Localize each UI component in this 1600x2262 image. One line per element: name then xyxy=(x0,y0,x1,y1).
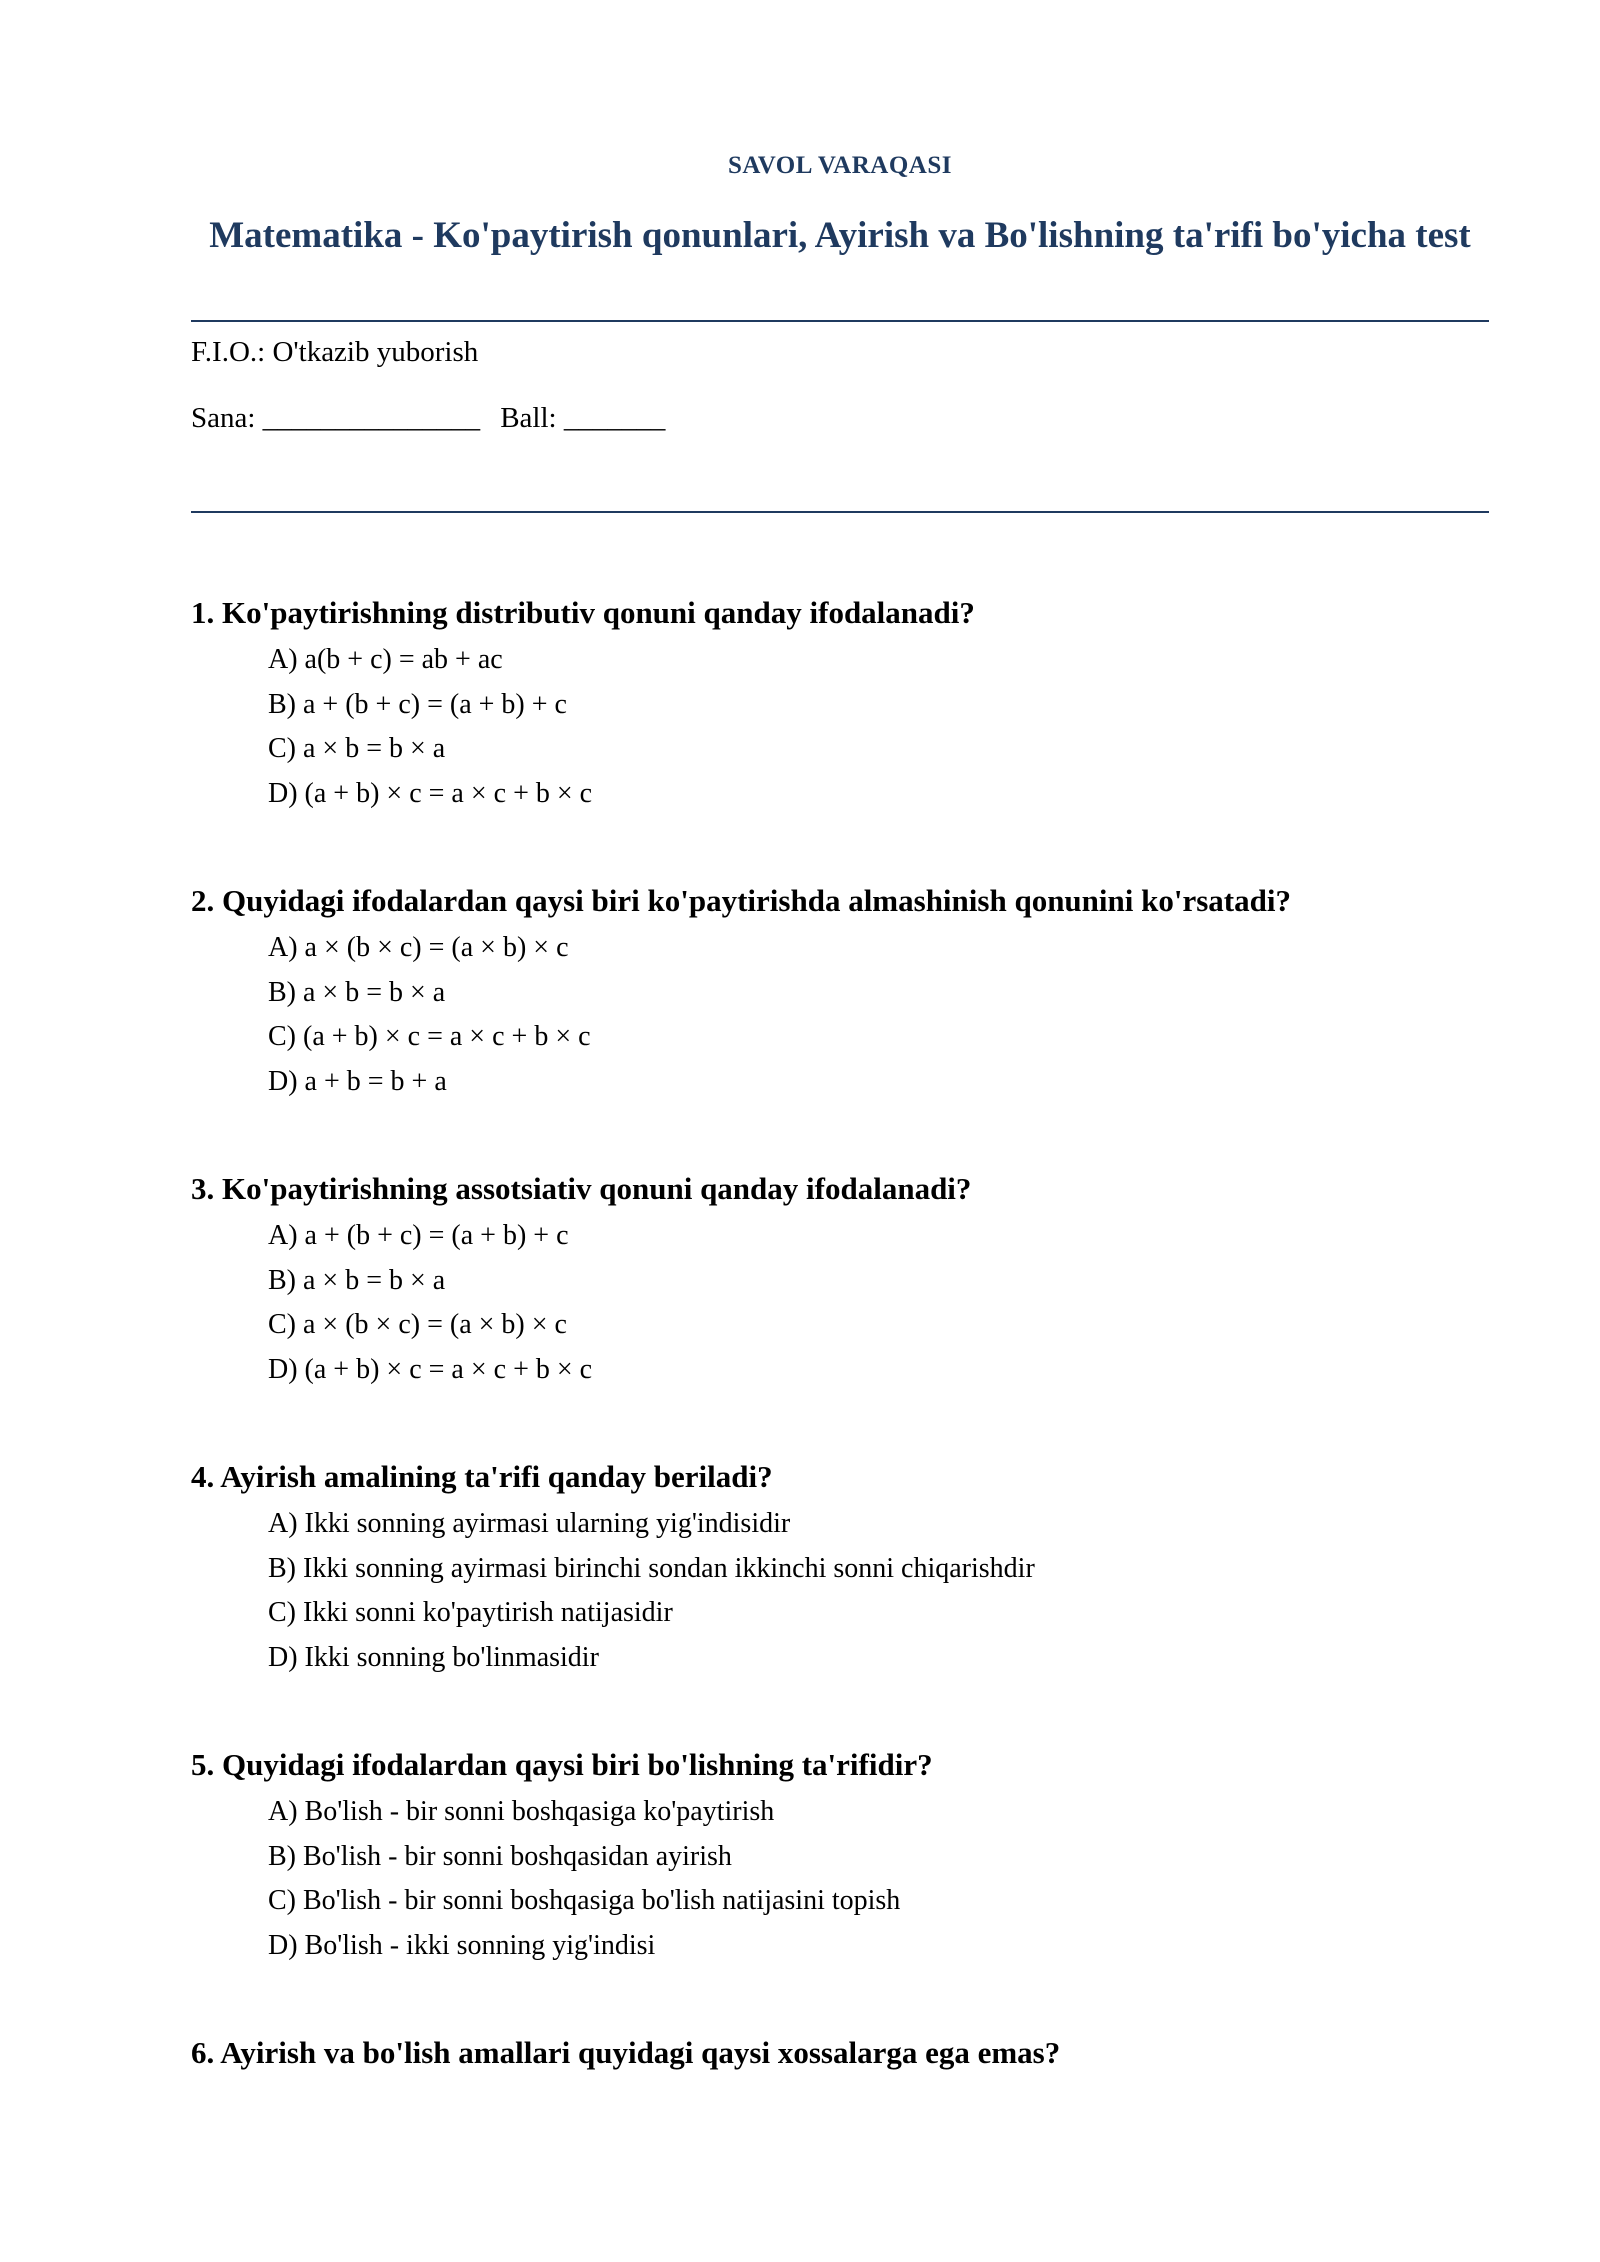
question-4 xyxy=(191,1458,1491,1680)
answer-option-b: B) a × b = b × a xyxy=(268,976,446,1008)
question-6 xyxy=(191,2034,1491,2078)
answer-option-d: D) Ikki sonning bo'linmasidir xyxy=(268,1641,599,1673)
date-field: Sana: _______________ xyxy=(191,402,481,434)
question-text: 6. Ayirish va bo'lish amallari quyidagi qaysi xossalarga ega emas? xyxy=(191,2035,1061,2070)
answer-option-c: C) Ikki sonni ko'paytirish natijasidir xyxy=(268,1597,673,1628)
question-2 xyxy=(191,882,1491,1104)
answer-option-d: D) (a + b) × c = a × c + b × c xyxy=(268,777,593,809)
info-divider xyxy=(191,511,1489,513)
answer-option-c: C) a × (b × c) = (a × b) × c xyxy=(268,1309,567,1340)
question-text: 4. Ayirish amalining ta'rifi qanday beriladi? xyxy=(191,1459,773,1494)
question-5 xyxy=(191,1746,1491,1968)
date-score-line xyxy=(191,402,665,435)
question-text: 1. Ko'paytirishning distributiv qonuni qanday ifodalanadi? xyxy=(191,595,975,630)
answer-options xyxy=(191,926,1491,1104)
answer-option-a: A) Bo'lish - bir sonni boshqasiga ko'paytirish xyxy=(268,1796,775,1827)
answer-option-b: B) Ikki sonning ayirmasi birinchi sondan ikkinchi sonni chiqarishdir xyxy=(268,1552,1035,1584)
answer-option-b: B) a + (b + c) = (a + b) + c xyxy=(268,688,567,720)
answer-option-a: A) a + (b + c) = (a + b) + c xyxy=(268,1220,569,1251)
document-title: Matematika - Ko'paytirish qonunlari, Ayirish va Bo'lishning ta'rifi bo'yicha test xyxy=(209,215,1471,256)
header-divider xyxy=(191,320,1489,322)
answer-option-a: A) a × (b × c) = (a × b) × c xyxy=(268,932,569,963)
answer-options xyxy=(191,638,1491,816)
answer-option-d: D) Bo'lish - ikki sonning yig'indisi xyxy=(268,1929,656,1961)
question-1 xyxy=(191,594,1491,816)
answer-options xyxy=(191,1502,1491,1680)
answer-option-a: A) Ikki sonning ayirmasi ularning yig'indisidir xyxy=(268,1508,791,1539)
answer-option-b: B) Bo'lish - bir sonni boshqasidan ayirish xyxy=(268,1840,732,1872)
question-3 xyxy=(191,1170,1491,1392)
question-text: 3. Ko'paytirishning assotsiativ qonuni qanday ifodalanadi? xyxy=(191,1171,972,1206)
question-text: 5. Quyidagi ifodalardan qaysi biri bo'lishning ta'rifidir? xyxy=(191,1747,933,1782)
question-text: 2. Quyidagi ifodalardan qaysi biri ko'paytirishda almashinish qonunini ko'rsatadi? xyxy=(191,883,1291,918)
answer-option-c: C) Bo'lish - bir sonni boshqasiga bo'lish natijasini topish xyxy=(268,1885,901,1916)
student-name-line: F.I.O.: O'tkazib yuborish xyxy=(191,336,479,368)
answer-option-a: A) a(b + c) = ab + ac xyxy=(268,644,503,675)
answer-options xyxy=(191,1790,1491,1968)
answer-option-d: D) (a + b) × c = a × c + b × c xyxy=(268,1353,593,1385)
answer-option-d: D) a + b = b + a xyxy=(268,1065,447,1097)
answer-options xyxy=(191,1214,1491,1392)
answer-option-b: B) a × b = b × a xyxy=(268,1264,446,1296)
document-label: SAVOL VARAQASI xyxy=(728,152,952,179)
answer-option-c: C) (a + b) × c = a × c + b × c xyxy=(268,1021,591,1052)
score-field: Ball: _______ xyxy=(500,402,666,434)
answer-option-c: C) a × b = b × a xyxy=(268,733,446,764)
